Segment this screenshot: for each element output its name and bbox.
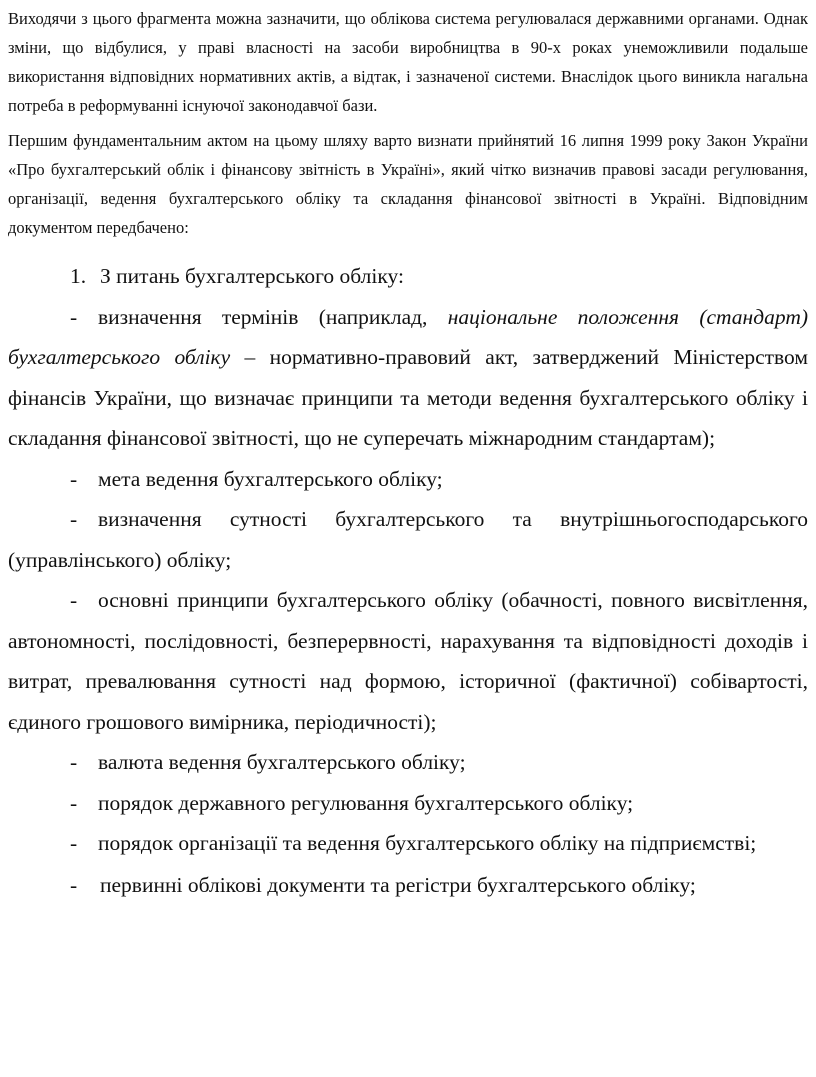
definition-text-before: визначення термінів (наприклад, <box>98 304 448 329</box>
list-item-text: порядок державного регулювання бухгалтерського обліку; <box>98 790 634 815</box>
document-page <box>8 4 808 899</box>
dash-marker: - <box>70 790 78 815</box>
list-item-text: валюта ведення бухгалтерського обліку; <box>98 750 466 774</box>
section-title: З питань бухгалтерського обліку: <box>100 264 404 288</box>
list-item <box>8 459 808 500</box>
dash-marker: - <box>70 507 78 531</box>
list-item-last <box>8 872 808 899</box>
dash-marker: - <box>70 466 78 491</box>
list-item <box>8 580 808 742</box>
dash-marker: - <box>70 872 78 897</box>
section-number: 1. <box>70 264 87 288</box>
definition-text-after: – нормативно-правовий акт, затверджений Міністерством фінансів України, що визначає принципи та методи ведення бухгалтерського обліку і складання фінансової звітності, що не суперечать міжнародним стандартам); <box>8 345 809 450</box>
list-item-text: мета ведення бухгалтерського обліку; <box>98 466 443 491</box>
list-item <box>8 823 808 864</box>
list-item-definition <box>8 297 808 459</box>
list-item-text: первинні облікові документи та регістри бухгалтерського обліку; <box>100 872 696 897</box>
list-item <box>8 783 808 824</box>
intro-paragraph-1: Виходячи з цього фрагмента можна зазначити, що облікова система регулювалася державними органами. Однак зміни, що відбулися, у праві власності на засоби виробництва в 90-х роках унеможливили подальше використання відповідних нормативних актів, а відтак, і зазначеної системи. Внаслідок цього виникла нагальна потреба в реформуванні існуючої законодавчої бази. <box>8 9 808 115</box>
list-item-text: порядок організації та ведення бухгалтерського обліку на підприємстві; <box>98 831 757 855</box>
dash-marker: - <box>70 304 78 329</box>
definition-term: національне положення (стандарт) бухгалтерського обліку <box>8 304 809 369</box>
section-heading <box>8 256 808 297</box>
list-item-text: визначення сутності бухгалтерського та внутрішньогосподарського (управлінського) обліку; <box>8 507 808 572</box>
dash-marker: - <box>70 588 78 612</box>
intro-paragraph-2: Першим фундаментальним актом на цьому шляху варто визнати прийнятий 16 липня 1999 року Закон України «Про бухгалтерський облік і фінансову звітність в Україні», який чітко визначив правові засади регулювання, організації, ведення бухгалтерського обліку та складання фінансової звітності в Україні. Відповідним документом передбачено: <box>8 131 808 237</box>
list-item <box>8 742 808 783</box>
list-item-text: основні принципи бухгалтерського обліку (обачності, повного висвітлення, автономності, послідовності, безперервності, нарахування та відповідності доходів і витрат, превалювання сутності над формою, історичної (фактичної) собівартості, єдиного грошового вимірника, періодичності); <box>8 588 808 734</box>
dash-marker: - <box>70 831 78 855</box>
dash-marker: - <box>70 750 78 774</box>
list-item <box>8 499 808 580</box>
